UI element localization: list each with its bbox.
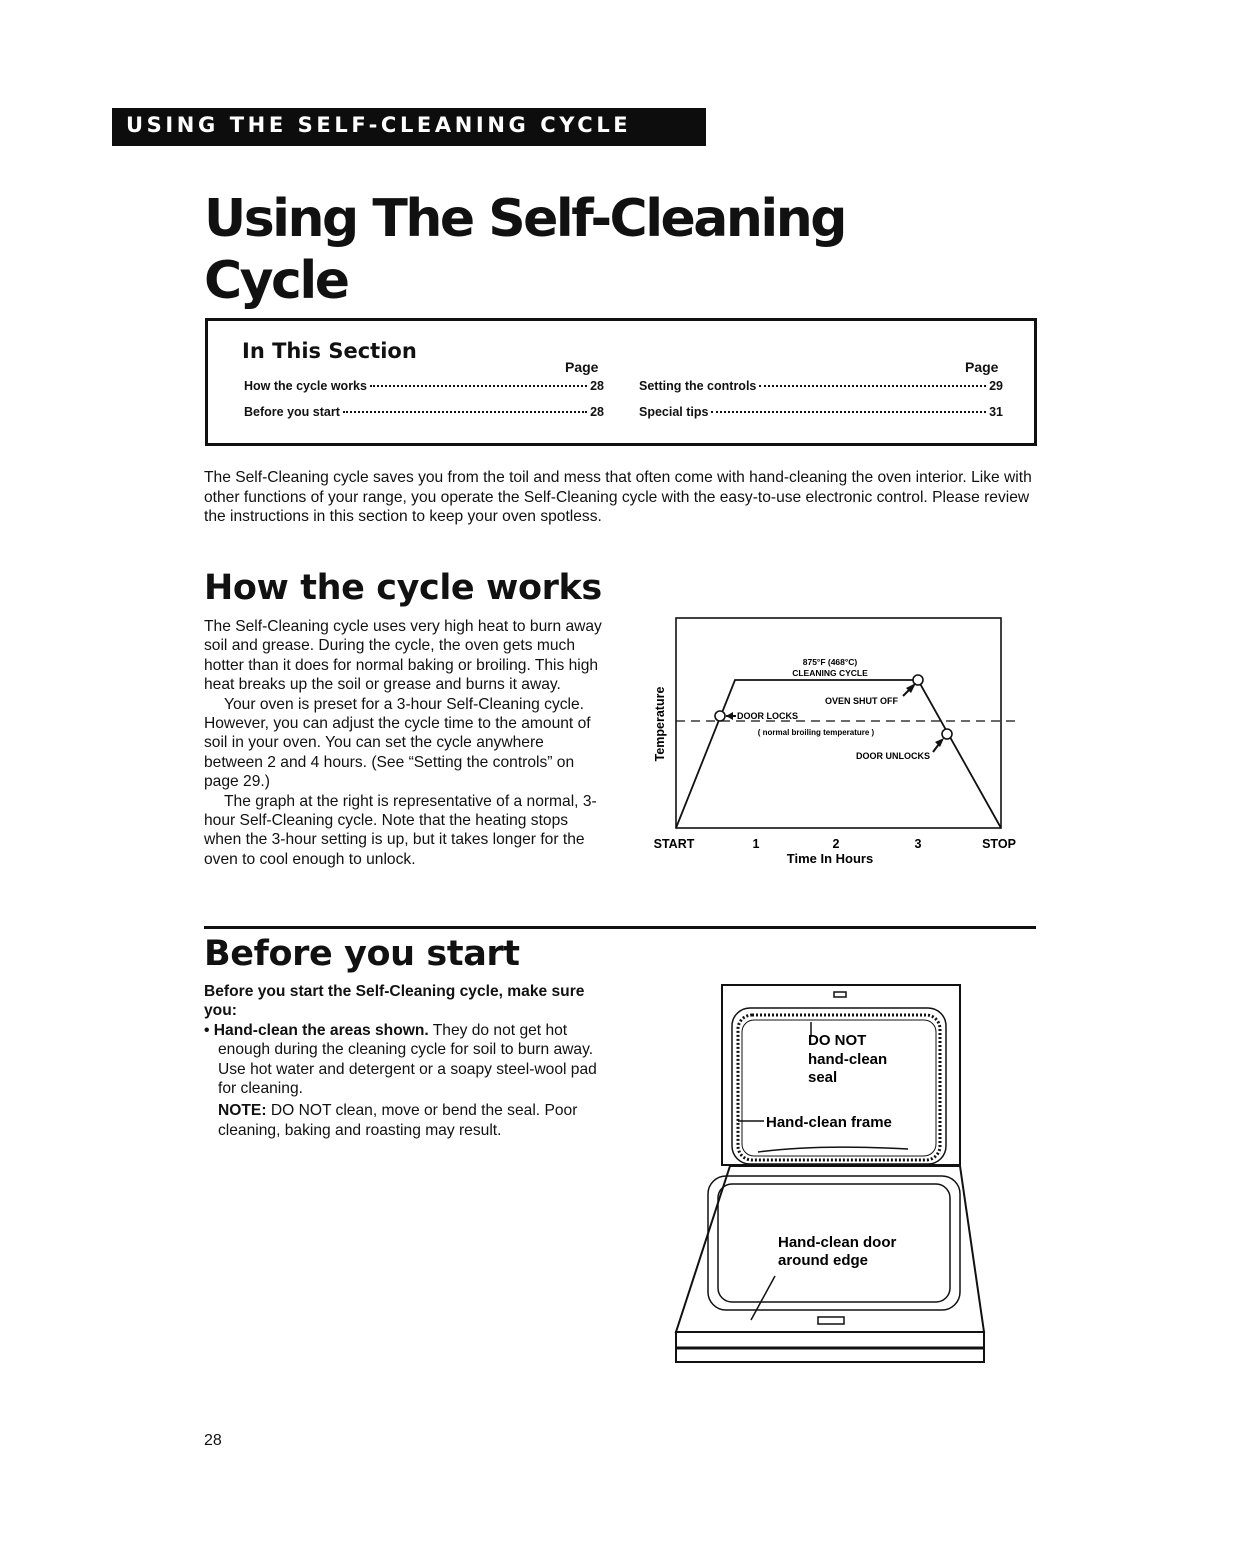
cleaning-temperature-label: 875°F (468°C)	[802, 657, 858, 667]
toc-entry-page: 29	[989, 379, 1003, 393]
section-contents-box	[205, 318, 1037, 446]
page-title-line-1: Using The Self-Cleaning	[204, 189, 845, 249]
toc-entry-special-tips[interactable]	[639, 405, 1003, 419]
toc-entry-label: Setting the controls	[639, 379, 757, 393]
toc-entry-before-you-start[interactable]	[244, 405, 604, 419]
toc-entry-label: Special tips	[639, 405, 709, 419]
tick-label-3: 3	[914, 837, 922, 851]
seal-label-line-2: hand-clean	[808, 1051, 888, 1068]
toc-entry-page: 28	[590, 379, 604, 393]
section-contents-heading: In This Section	[242, 339, 417, 363]
toc-entry-setting-controls[interactable]	[639, 379, 1003, 393]
how-paragraph-2: Your oven is preset for a 3-hour Self-Cleaning cycle. However, you can adjust the cycle time to the amount of soil in your oven. You can set the cycle anywhere between 2 and 4 hours. (See “Setting the controls” on page 29.)	[204, 695, 591, 791]
page-column-label-left: Page	[565, 359, 599, 375]
before-note	[204, 1101, 604, 1140]
door-label-line-2: around edge	[778, 1252, 869, 1269]
oven-shut-off-label: OVEN SHUT OFF	[824, 696, 898, 706]
door-edge-pointer-line	[751, 1276, 775, 1320]
toc-entry-label: Before you start	[244, 405, 340, 419]
intro-paragraph: The Self-Cleaning cycle saves you from the toil and mess that often come with hand-cleaning the oven interior. Like with other functions of your range, you operate the Self-Cleaning cycle with the easy-to-use electronic control. Please review the instructions in this section to keep your oven spotless.	[204, 469, 1032, 525]
seal-label-line-3: seal	[808, 1069, 838, 1086]
tick-label-1: 1	[752, 837, 760, 851]
graph-x-axis-label: Time In Hours	[786, 851, 874, 866]
tick-label-start: START	[653, 837, 695, 851]
door-unlocks-marker	[942, 729, 952, 739]
toc-entry-label: How the cycle works	[244, 379, 367, 393]
how-cycle-works-body	[204, 617, 604, 869]
seal-label-line-1: DO NOT	[808, 1032, 867, 1049]
frame-label: Hand-clean frame	[766, 1114, 892, 1131]
tick-label-2: 2	[832, 837, 840, 851]
how-paragraph-1: The Self-Cleaning cycle uses very high heat to burn away soil and grease. During the cycle, the oven gets much hotter than it does for normal baking or broiling. This high heat breaks up the soil or grease and burns it away.	[204, 618, 602, 694]
before-bullet-text: They do not get hot enough during the cleaning cycle for soil to burn away. Use hot water and detergent or a soapy steel-wool pad for cleaning.	[218, 1021, 597, 1098]
oven-cavity-outline	[722, 985, 960, 1165]
toc-leader-dots	[711, 411, 986, 413]
before-you-start-body	[204, 982, 604, 1140]
page-number: 28	[204, 1432, 222, 1449]
toc-leader-dots	[343, 411, 587, 413]
oven-shut-off-marker	[913, 675, 923, 685]
before-you-start-heading: Before you start	[204, 934, 520, 974]
oven-door-handle	[818, 1317, 844, 1324]
note-text: DO NOT clean, move or bend the seal. Poor cleaning, baking and roasting may result.	[218, 1102, 578, 1139]
before-bullet	[204, 1021, 604, 1099]
section-banner	[112, 108, 706, 146]
oven-illustration	[672, 980, 988, 1366]
cleaning-cycle-label: CLEANING CYCLE	[792, 668, 868, 678]
door-label-line-1: Hand-clean door	[778, 1234, 897, 1251]
note-label: NOTE:	[218, 1102, 267, 1120]
graph-frame	[676, 618, 1001, 828]
page-title-line-2: Cycle	[204, 251, 348, 311]
how-paragraph-3: The graph at the right is representative of a normal, 3-hour Self-Cleaning cycle. Note that the heating stops when the 3-hour setting is up, but it takes longer for the oven to cool enough to unlock.	[204, 792, 597, 868]
before-lead: Before you start the Self-Cleaning cycle, make sure you:	[204, 983, 585, 1020]
oven-light-icon	[834, 992, 846, 997]
door-unlocks-arrowhead	[935, 738, 944, 747]
section-divider	[204, 926, 1036, 929]
page-title	[204, 188, 845, 312]
how-cycle-works-heading: How the cycle works	[204, 568, 602, 608]
cycle-graph	[640, 612, 1040, 872]
door-unlocks-label: DOOR UNLOCKS	[856, 751, 930, 761]
tick-label-stop: STOP	[982, 837, 1016, 851]
toc-entry-page: 28	[590, 405, 604, 419]
toc-entry-page: 31	[989, 405, 1003, 419]
oven-rack-edge	[758, 1147, 908, 1152]
toc-leader-dots	[370, 385, 587, 387]
toc-entry-how-cycle-works[interactable]	[244, 379, 604, 393]
graph-y-axis-label: Temperature	[653, 686, 667, 762]
section-banner-text: USING THE SELF-CLEANING CYCLE	[126, 113, 632, 137]
door-locks-marker	[715, 711, 725, 721]
normal-broiling-label: ( normal broiling temperature )	[757, 728, 875, 737]
toc-leader-dots	[759, 385, 986, 387]
door-locks-label: DOOR LOCKS	[737, 711, 799, 721]
before-bullet-bold: • Hand-clean the areas shown.	[204, 1021, 429, 1039]
page-column-label-right: Page	[965, 359, 999, 375]
door-locks-arrowhead	[726, 712, 733, 720]
